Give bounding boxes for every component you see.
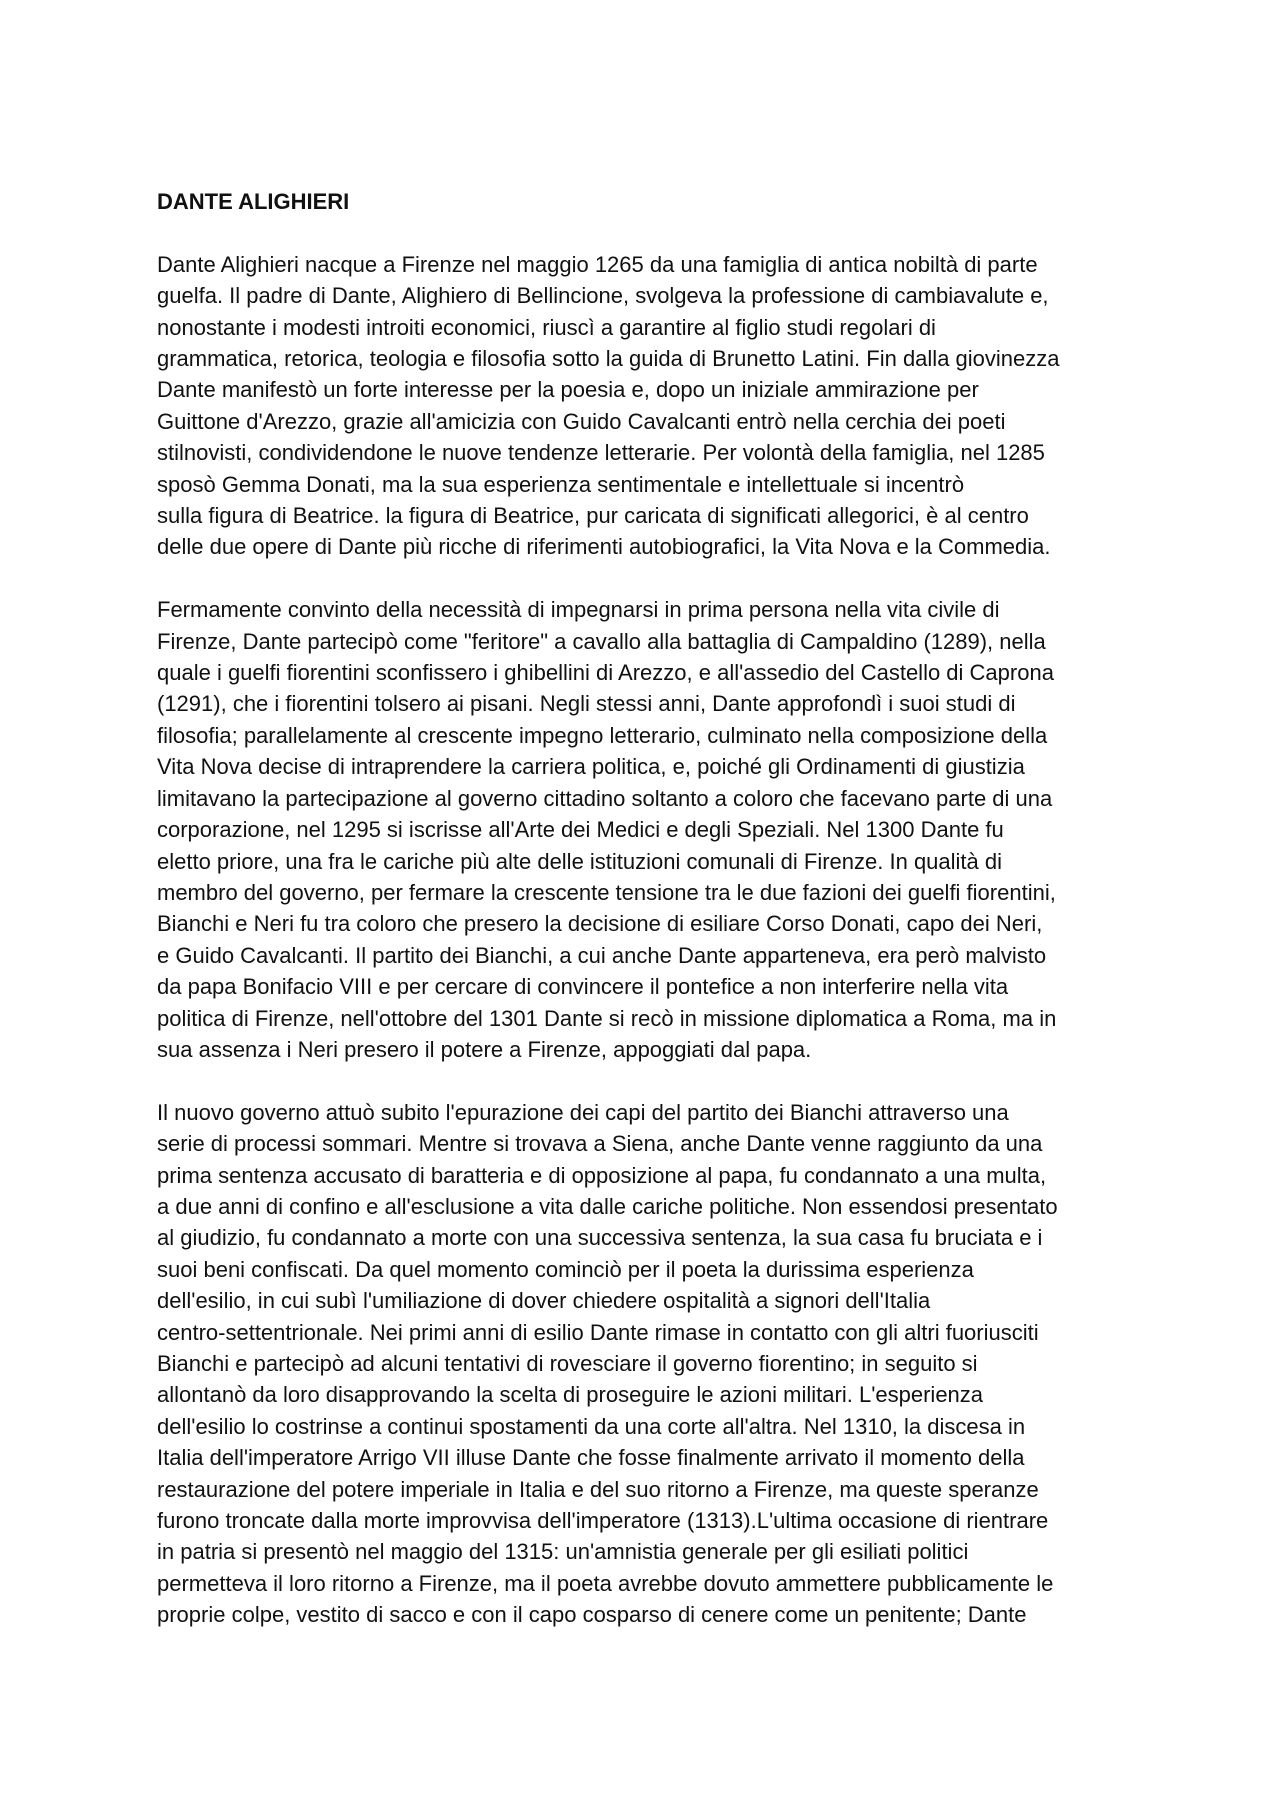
- paragraph-line: a due anni di confino e all'esclusione a vita dalle cariche politiche. Non essendosi presentato: [157, 1193, 1058, 1219]
- paragraphs-container: [157, 249, 1137, 1631]
- paragraph-line: Il nuovo governo attuò subito l'epurazione dei capi del partito dei Bianchi attraverso una: [157, 1099, 1009, 1125]
- paragraph-line: Bianchi e partecipò ad alcuni tentativi di rovesciare il governo fiorentino; in seguito si: [157, 1350, 978, 1376]
- paragraph-line: (1291), che i fiorentini tolsero ai pisani. Negli stessi anni, Dante approfondì i suoi studi di: [157, 691, 1016, 717]
- paragraph-line: Bianchi e Neri fu tra coloro che presero la decisione di esiliare Corso Donati, capo dei Neri,: [157, 911, 1043, 937]
- paragraph-line: Vita Nova decise di intraprendere la carriera politica, e, poiché gli Ordinamenti di giustizia: [157, 754, 1025, 780]
- paragraph-line: stilnovisti, condividendone le nuove tendenze letterarie. Per volontà della famiglia, nel 1285: [157, 440, 1045, 466]
- paragraph-line: Italia dell'imperatore Arrigo VII illuse Dante che fosse finalmente arrivato il momento della: [157, 1445, 1025, 1471]
- paragraph-line: eletto priore, una fra le cariche più alte delle istituzioni comunali di Firenze. In qualità di: [157, 848, 1003, 874]
- paragraph-line: quale i guelfi fiorentini sconfissero i ghibellini di Arezzo, e all'assedio del Castello di Caprona: [157, 660, 1054, 686]
- paragraph-2: [157, 594, 1137, 1065]
- paragraph-line: restaurazione del potere imperiale in Italia e del suo ritorno a Firenze, ma queste speranze: [157, 1476, 1039, 1502]
- document-title: DANTE ALIGHIERI: [157, 189, 350, 214]
- paragraph-line: in patria si presentò nel maggio del 1315: un'amnistia generale per gli esiliati politici: [157, 1539, 969, 1565]
- paragraph-line: membro del governo, per fermare la crescente tensione tra le due fazioni dei guelfi fiorentini,: [157, 879, 1056, 905]
- paragraph-line: al giudizio, fu condannato a morte con una successiva sentenza, la sua casa fu bruciata e i: [157, 1225, 1043, 1251]
- paragraph-line: prima sentenza accusato di baratteria e di opposizione al papa, fu condannato a una multa,: [157, 1162, 1047, 1188]
- paragraph-line: proprie colpe, vestito di sacco e con il capo cosparso di cenere come un penitente; Dante: [157, 1602, 1027, 1628]
- paragraph-line: da papa Bonifacio VIII e per cercare di convincere il pontefice a non interferire nella vita: [157, 974, 1009, 1000]
- paragraph-line: corporazione, nel 1295 si iscrisse all'Arte dei Medici e degli Speziali. Nel 1300 Dante fu: [157, 817, 1004, 843]
- paragraph-1: [157, 249, 1137, 563]
- paragraph-line: serie di processi sommari. Mentre si trovava a Siena, anche Dante venne raggiunto da una: [157, 1131, 1043, 1157]
- paragraph-line: filosofia; parallelamente al crescente impegno letterario, culminato nella composizione della: [157, 722, 1048, 748]
- paragraph-line: grammatica, retorica, teologia e filosofia sotto la guida di Brunetto Latini. Fin dalla giovinezza: [157, 346, 1060, 372]
- paragraph-line: sposò Gemma Donati, ma la sua esperienza sentimentale e intellettuale si incentrò: [157, 471, 965, 497]
- paragraph-line: permetteva il loro ritorno a Firenze, ma il poeta avrebbe dovuto ammettere pubblicamente le: [157, 1570, 1054, 1596]
- paragraph-line: allontanò da loro disapprovando la scelta di proseguire le azioni militari. L'esperienza: [157, 1382, 984, 1408]
- paragraph-line: dell'esilio lo costrinse a continui spostamenti da una corte all'altra. Nel 1310, la discesa in: [157, 1413, 1026, 1439]
- paragraph-line: politica di Firenze, nell'ottobre del 1301 Dante si recò in missione diplomatica a Roma, ma in: [157, 1005, 1057, 1031]
- paragraph-line: dell'esilio, in cui subì l'umiliazione di dover chiedere ospitalità a signori dell'Italia: [157, 1288, 931, 1314]
- paragraph-line: Guittone d'Arezzo, grazie all'amicizia con Guido Cavalcanti entrò nella cerchia dei poeti: [157, 408, 1006, 434]
- paragraph-line: Fermamente convinto della necessità di impegnarsi in prima persona nella vita civile di: [157, 597, 1000, 623]
- paragraph-line: suoi beni confiscati. Da quel momento cominciò per il poeta la durissima esperienza: [157, 1256, 974, 1282]
- paragraph-3: [157, 1097, 1137, 1631]
- paragraph-line: furono troncate dalla morte improvvisa dell'imperatore (1313).L'ultima occasione di rientrare: [157, 1508, 1049, 1534]
- paragraph-line: guelfa. Il padre di Dante, Alighiero di Bellincione, svolgeva la professione di cambiavalute e,: [157, 283, 1049, 309]
- paragraph-line: delle due opere di Dante più ricche di riferimenti autobiografici, la Vita Nova e la Commedia.: [157, 534, 1051, 560]
- paragraph-line: Dante Alighieri nacque a Firenze nel maggio 1265 da una famiglia di antica nobiltà di parte: [157, 251, 1038, 277]
- document-body: [157, 186, 1137, 1662]
- paragraph-line: limitavano la partecipazione al governo cittadino soltanto a coloro che facevano parte di una: [157, 785, 1053, 811]
- paragraph-line: sua assenza i Neri presero il potere a Firenze, appoggiati dal papa.: [157, 1036, 812, 1062]
- paragraph-line: Firenze, Dante partecipò come "feritore" a cavallo alla battaglia di Campaldino (1289), nella: [157, 628, 1046, 654]
- paragraph-line: Dante manifestò un forte interesse per la poesia e, dopo un iniziale ammirazione per: [157, 377, 979, 403]
- paragraph-line: e Guido Cavalcanti. Il partito dei Bianchi, a cui anche Dante apparteneva, era però malvisto: [157, 942, 1047, 968]
- paragraph-line: centro-settentrionale. Nei primi anni di esilio Dante rimase in contatto con gli altri fuoriusciti: [157, 1319, 1039, 1345]
- paragraph-line: sulla figura di Beatrice. la figura di Beatrice, pur caricata di significati allegorici, è al centro: [157, 503, 1029, 529]
- paragraph-line: nonostante i modesti introiti economici, riuscì a garantire al figlio studi regolari di: [157, 314, 936, 340]
